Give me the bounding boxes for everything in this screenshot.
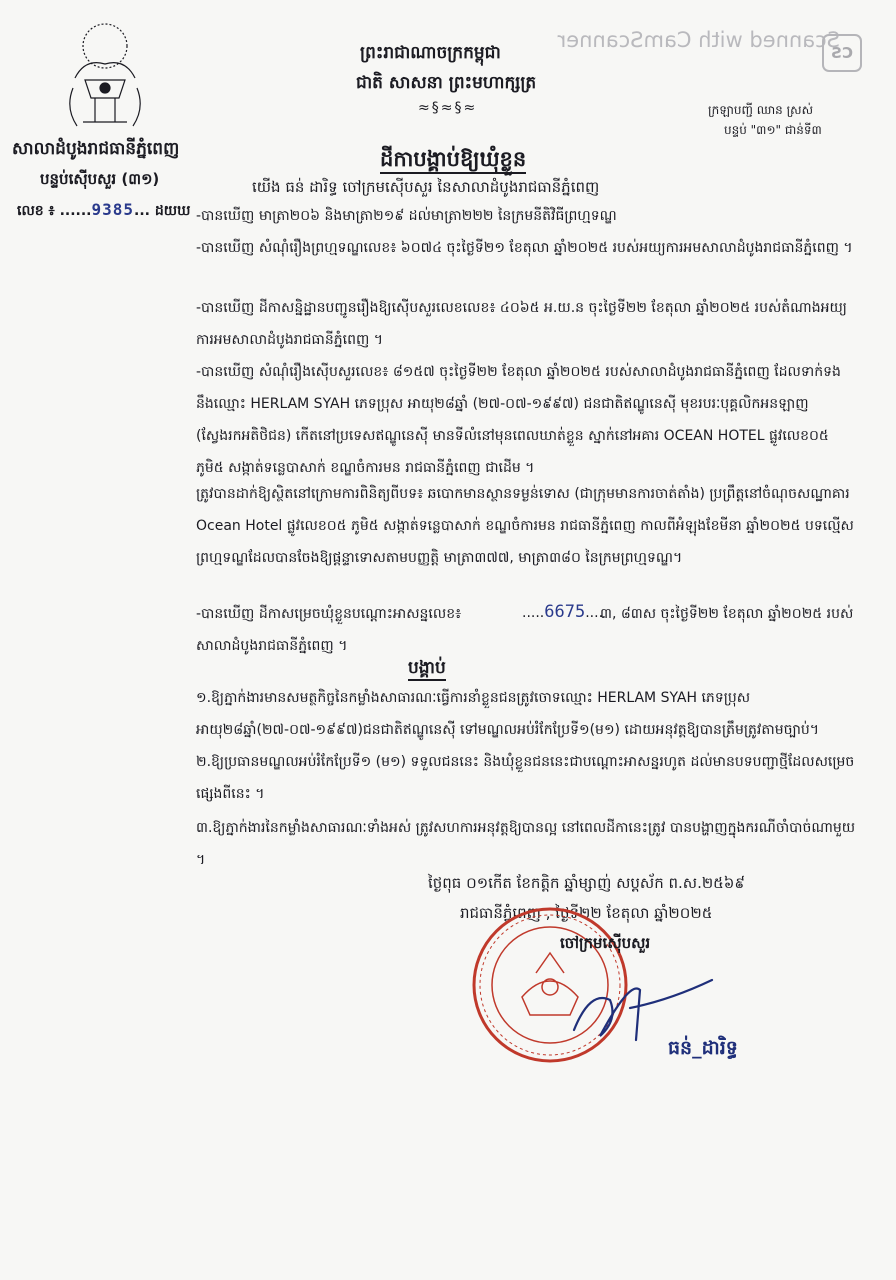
document-title: ដីកាបង្គាប់ឱ្យឃុំខ្លួន [380, 146, 526, 174]
court-office: បន្ទប់ស៊ើបសួរ (៣១) [40, 170, 160, 188]
number-suffix: ដយឃ [154, 203, 191, 219]
signer-role: ចៅក្រមស៊ើបសួរ [560, 934, 651, 952]
court-emblem-icon [55, 18, 155, 138]
paragraph-6: -បានឃើញ ដីកាសម្រេចឃុំខ្លួនបណ្តោះអាសន្នលេខ៖ [196, 606, 462, 622]
order-1: ១.ឱ្យភ្នាក់ងារមានសមត្ថកិច្ចនៃកម្លាំងសាធារណៈធ្វើការនាំខ្លួនជនត្រូវចោទឈ្មោះ HERLAM SYAH ភេទប្រុស អាយុ២៨ឆ្នាំ(២៧-០៧-១៩៩៧)ជនជាតិឥណ្ឌូនេស៊ី ទៅមណ្ឌលអប់រំកែប្រែទី១(ម១) ដោយអនុវត្តឱ្យបានត្រឹមត្រូវតាមច្បាប់។ [196, 690, 819, 738]
national-motto: ជាតិ សាសនា ព្រះមហាក្សត្រ [356, 73, 537, 93]
paragraph-7: ៣, ៨៣ស ចុះថ្ងៃទី២២ ខែតុលា ឆ្នាំ២០២៥ របស់សាលាដំបូងរាជធានីភ្នំពេញ ។ [196, 606, 854, 654]
detention-number-handwritten: 6675 [544, 602, 586, 622]
number-label: លេខ ៖ [17, 203, 55, 219]
section-title: បង្គាប់ [408, 657, 446, 681]
camscanner-badge: CS [822, 34, 862, 72]
signer-name: ធន់_ដារិទ្ធ [668, 1037, 738, 1059]
number-handwritten: 9385 [91, 200, 135, 219]
paragraph-1: -បានឃើញ មាត្រា២០៦ និងមាត្រា២១៩ ដល់មាត្រា២២២ នៃក្រមនីតិវិធីព្រហ្មទណ្ឌ [196, 208, 617, 224]
header-flourish: ≈§≈§≈ [418, 100, 478, 116]
order-3: ៣.ឱ្យភ្នាក់ងារនៃកម្លាំងសាធារណៈទាំងអស់ ត្រូវសហការអនុវត្តឱ្យបានល្អ នៅពេលដីកានេះត្រូវ បានបង្ហាញក្នុងករណីចាំបាច់ណាមួយ ។ [196, 820, 856, 868]
paragraph-5: ត្រូវបានដាក់ឱ្យស្ថិតនៅក្រោមការពិនិត្យពីបទ៖ ឆបោកមានស្ថានទម្ងន់ទោស (ជាក្រុមមានការចាត់តាំង) ប្រព្រឹត្តនៅចំណុចសណ្ឋាគារ Ocean Hotel ផ្លូវលេខ០៥ ភូមិ៥ សង្កាត់ទន្លេបាសាក់ ខណ្ឌចំការមន រាជធានីភ្នំពេញ កាលពីអំឡុងខែមីនា ឆ្នាំ២០២៥ បទល្មើសព្រហ្មទណ្ឌដែលបានចែងឱ្យផ្តន្ទាទោសតាមបញ្ញត្តិ មាត្រា៣៧៧, មាត្រា៣៨០ នៃក្រមព្រហ្មទណ្ឌ។ [196, 486, 854, 566]
paragraph-4: -បានឃើញ សំណុំរឿងស៊ើបសួរលេខ៖ ៨១៥៧ ចុះថ្ងៃទី២២ ខែតុលា ឆ្នាំ២០២៥ របស់សាលាដំបូងរាជធានីភ្នំពេញ ដែលទាក់ទងនឹងឈ្មោះ HERLAM SYAH ភេទប្រុស អាយុ២៨ឆ្នាំ (២៧-០៧-១៩៩៧) ជនជាតិឥណ្ឌូនេស៊ី មុខរបរៈបុគ្គលិកអនឡាញ (ស្វែងរកអតិថិជន) កើតនៅប្រទេសឥណ្ឌូនេស៊ី មានទីលំនៅមុនពេលឃាត់ខ្លួន ស្នាក់នៅអគារ OCEAN HOTEL ផ្លូវលេខ០៥ ភូមិ៥ សង្កាត់ទន្លេបាសាក់ ខណ្ឌចំការមន រាជធានីភ្នំពេញ ជាដើម ។ [196, 364, 841, 476]
order-2: ២.ឱ្យប្រធានមណ្ឌលអប់រំកែប្រែទី១ (ម១) ទទួលជននេះ និងឃុំខ្លួនជននេះជាបណ្តោះអាសន្នរហូត ដល់មានបទបញ្ជាថ្មីដែលសម្រេចផ្សេងពីនេះ ។ [196, 754, 855, 802]
detention-number: .....6675.... [522, 602, 604, 622]
place-date: រាជធានីភ្នំពេញ , ថ្ងៃទី២២ ខែតុលា ឆ្នាំ២០២៥ [460, 904, 713, 922]
court-name: សាលាដំបូងរាជធានីភ្នំពេញ [12, 139, 180, 159]
camscanner-watermark: Scanned with CamScanner [557, 28, 840, 52]
document-number: លេខ ៖ ......9385... ដយឃ [17, 200, 191, 219]
registry-ref-line1: ក្រឡាបញ្ជី ឈាន ស្រស់ [708, 103, 814, 117]
kingdom-heading: ព្រះរាជាណាចក្រកម្ពុជា [360, 43, 501, 63]
lunar-date: ថ្ងៃពុធ ០១កើត ខែកត្តិក ឆ្នាំម្សាញ់ សប្តស័ក ព.ស.២៥៦៩ [428, 874, 746, 892]
judge-line: យើង ធន់ ដារិទ្ធ ចៅក្រមស៊ើបសួរ នៃសាលាដំបូងរាជធានីភ្នំពេញ [252, 178, 600, 196]
registry-ref-line2: បន្ទប់ "៣១" ជាន់ទី៣ [724, 123, 822, 137]
paragraph-2: -បានឃើញ សំណុំរឿងព្រហ្មទណ្ឌលេខ៖ ៦០៧៤ ចុះថ្ងៃទី២១ ខែតុលា ឆ្នាំ២០២៥ របស់អយ្យការអមសាលាដំបូងរាជធានីភ្នំពេញ ។ [196, 240, 853, 256]
paragraph-3: -បានឃើញ ដីកាសន្និដ្ឋានបញ្ជូនរឿងឱ្យស៊ើបសួរលេខលេខ៖ ៤០៦៥ អ.យ.ន ចុះថ្ងៃទី២២ ខែតុលា ឆ្នាំ២០២៥ របស់តំណាងអយ្យការអមសាលាដំបូងរាជធានីភ្នំពេញ ។ [196, 300, 847, 348]
